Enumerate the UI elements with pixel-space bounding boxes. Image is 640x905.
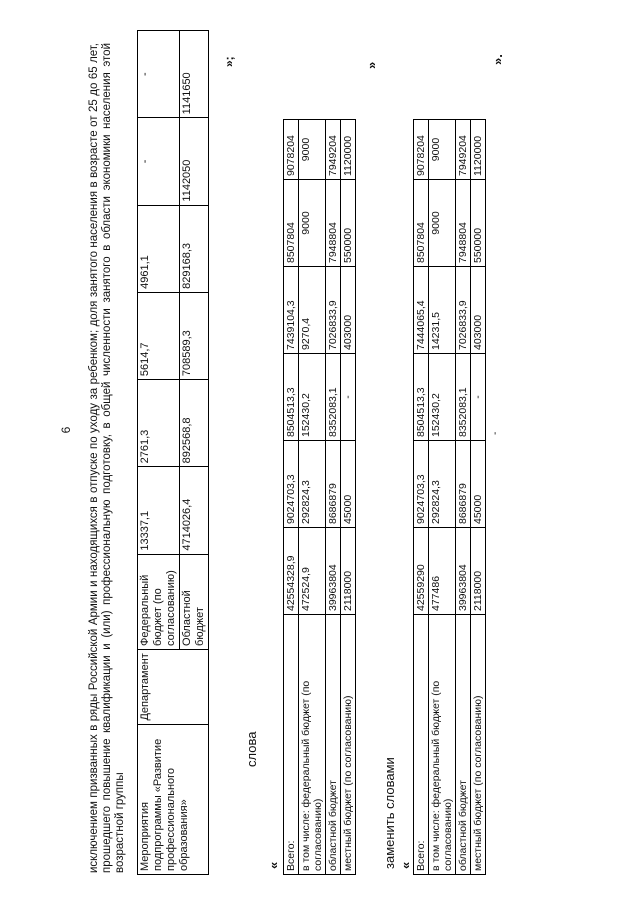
value-cell: 472524,9 [299,528,326,615]
table-row [429,120,456,875]
value-cell: 152430,2 [429,354,456,441]
value-cell: 9270,4 [299,267,326,354]
value-cell: - [471,354,486,441]
value-cell: 7948804 [326,180,341,267]
value-cell: 7949204 [456,120,471,180]
table-row [299,120,326,875]
row-label: областной бюджет [326,615,341,875]
value-cell: 39963804 [456,528,471,615]
close-quote: » [364,61,379,69]
value-cell: 829168,3 [180,205,209,292]
intro-text: исключением призванных в ряды Российской Армии и находящихся в отпуске по уходу за ребенком; доля занятого населения в возрасте от 25 до 65 лет, прошедшего повышение квалификации и (или) профессиональную подготовку, в общей численности занятого в области экономики населения этой возрастной группы [88,43,126,873]
value-cell: 7026833,9 [456,267,471,354]
row-label: Всего: [284,615,299,875]
value-cell: 7948804 [456,180,471,267]
value-cell: 292824,3 [299,441,326,528]
end-mark: »; [222,56,236,67]
row-label: местный бюджет (по согласованию) [471,615,486,875]
table-row [456,120,471,875]
value-cell: 5614,7 [138,292,180,379]
rotated-document-content [0,40,640,905]
value-cell: 892568,8 [180,380,209,467]
value-cell: - [138,118,180,205]
value-cell: 152430,2 [299,354,326,441]
value-cell: 42559290 [414,528,429,615]
row-label: в том числе: федеральный бюджет (по согласованию) [299,615,326,875]
value-cell: 8352083,1 [326,354,341,441]
dept-cell: Департамент [138,649,209,724]
value-cell: 8352083,1 [456,354,471,441]
value-cell: 9000 [429,120,456,180]
value-cell: 9024703,3 [284,441,299,528]
old-budget-table [283,119,356,875]
value-cell: 8507804 [284,180,299,267]
value-cell: 9000 [299,120,326,180]
label-words: слова [244,731,259,767]
table-row [341,120,356,875]
row-label: в том числе: федеральный бюджет (по согласованию) [429,615,456,875]
measure-cell: Мероприятия подпрограммы «Развитие профессионального образования» [138,724,209,874]
value-cell: 292824,3 [429,441,456,528]
value-cell: 8686879 [456,441,471,528]
table-row [326,120,341,875]
new-budget-table [413,119,486,875]
value-cell: 9078204 [414,120,429,180]
table-row [284,120,299,875]
page-number: 6 [59,426,73,434]
row-label: местный бюджет (по согласованию) [341,615,356,875]
value-cell: 1141650 [180,31,209,118]
value-cell: 9000 [299,180,326,267]
value-cell: 550000 [341,180,356,267]
measure-table [137,30,209,875]
value-cell: 1120000 [341,120,356,180]
table-row [138,31,180,875]
value-cell: 39963804 [326,528,341,615]
value-cell: 4714026,4 [180,467,209,554]
value-cell: - [138,31,180,118]
value-cell: 1120000 [471,120,486,180]
value-cell: 2118000 [471,528,486,615]
value-cell: 14231,5 [429,267,456,354]
value-cell: 42554328,9 [284,528,299,615]
value-cell: 477486 [429,528,456,615]
value-cell: 9000 [429,180,456,267]
value-cell: 8686879 [326,441,341,528]
value-cell: 45000 [341,441,356,528]
table-row [414,120,429,875]
value-cell: 2118000 [341,528,356,615]
value-cell: 45000 [471,441,486,528]
value-cell: 7026833,9 [326,267,341,354]
row-label: областной бюджет [456,615,471,875]
value-cell: 8504513,3 [414,354,429,441]
label-replace: заменить словами [382,757,397,869]
value-cell: 9078204 [284,120,299,180]
value-cell: 550000 [471,180,486,267]
value-cell: 403000 [471,267,486,354]
row-label: Всего: [414,615,429,875]
value-cell: - [341,354,356,441]
open-quote: « [266,861,281,869]
source-cell: Федеральный бюджет (по согласованию) [138,554,180,649]
value-cell: 7439104,3 [284,267,299,354]
source-cell: Областной бюджет [180,554,209,649]
value-cell: 1142050 [180,118,209,205]
value-cell: 4961,1 [138,205,180,292]
value-cell: 7949204 [326,120,341,180]
open-quote: « [398,861,413,869]
value-cell: 13337,1 [138,467,180,554]
value-cell: 403000 [341,267,356,354]
value-cell: 9024703,3 [414,441,429,528]
value-cell: 8504513,3 [284,354,299,441]
value-cell: 7444065,4 [414,267,429,354]
value-cell: 2761,3 [138,380,180,467]
close-quote: ». [490,54,505,65]
table-row [471,120,486,875]
value-cell: 708589,3 [180,292,209,379]
tick-mark: - [490,431,501,435]
value-cell: 8507804 [414,180,429,267]
